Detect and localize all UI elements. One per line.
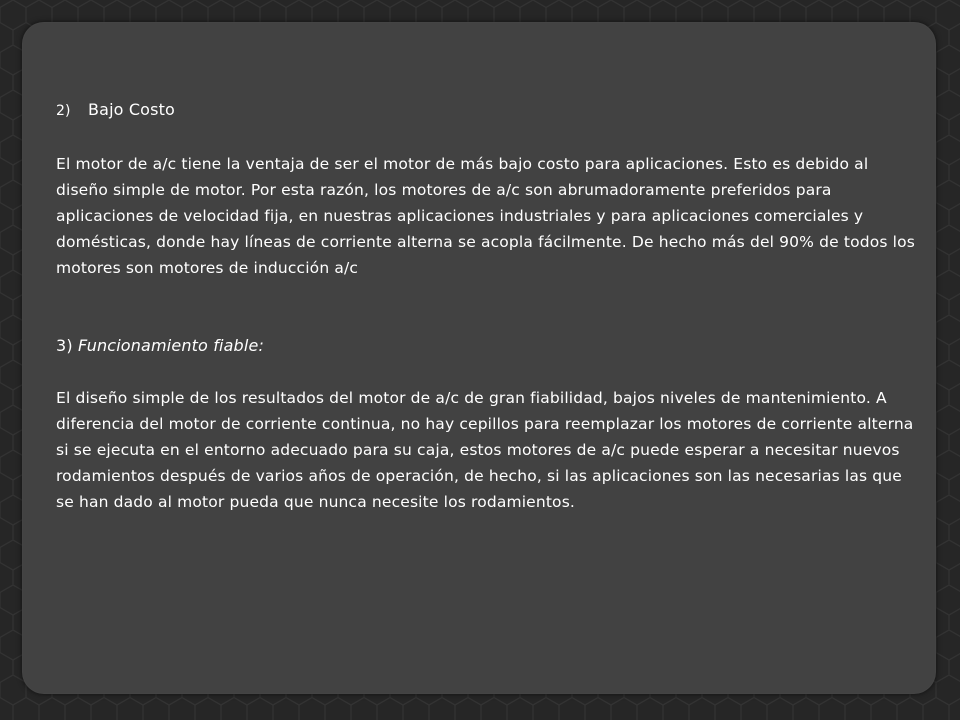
section-paragraph-bajo-costo: El motor de a/c tiene la ventaja de ser el motor de más bajo costo para aplicaciones. Esto es debido al diseño simple de motor. Por esta razón, los motores de a/c son abrumadoramente preferidos para aplicaciones de velocidad fija, en nuestras aplicaciones industriales y para aplicaciones comerciales y domésticas, donde hay líneas de corriente alterna se acopla fácilmente. De hecho más del 90% de todos los motores son motores de inducción a/c xyxy=(56,155,915,277)
spacer xyxy=(56,281,916,333)
section-number: 3) xyxy=(56,336,73,355)
spacer xyxy=(56,125,916,151)
section-heading-funcionamiento xyxy=(56,333,916,359)
section-paragraph-funcionamiento: El diseño simple de los resultados del motor de a/c de gran fiabilidad, bajos niveles de mantenimiento. A diferencia del motor de corriente continua, no hay cepillos para reemplazar los motores de corriente alterna si se ejecuta en el entorno adecuado para su caja, estos motores de a/c puede esperar a necesitar nuevos rodamientos después de varios años de operación, de hecho, si las aplicaciones son las necesarias las que se han dado al motor pueda que nunca necesite los rodamientos. xyxy=(56,389,914,511)
section-title: Funcionamiento fiable: xyxy=(77,336,264,355)
slide-content xyxy=(56,96,916,515)
section-title: Bajo Costo xyxy=(88,100,175,119)
spacer xyxy=(56,359,916,385)
section-heading-bajo-costo xyxy=(56,96,916,125)
section-number: 2) xyxy=(56,103,71,119)
